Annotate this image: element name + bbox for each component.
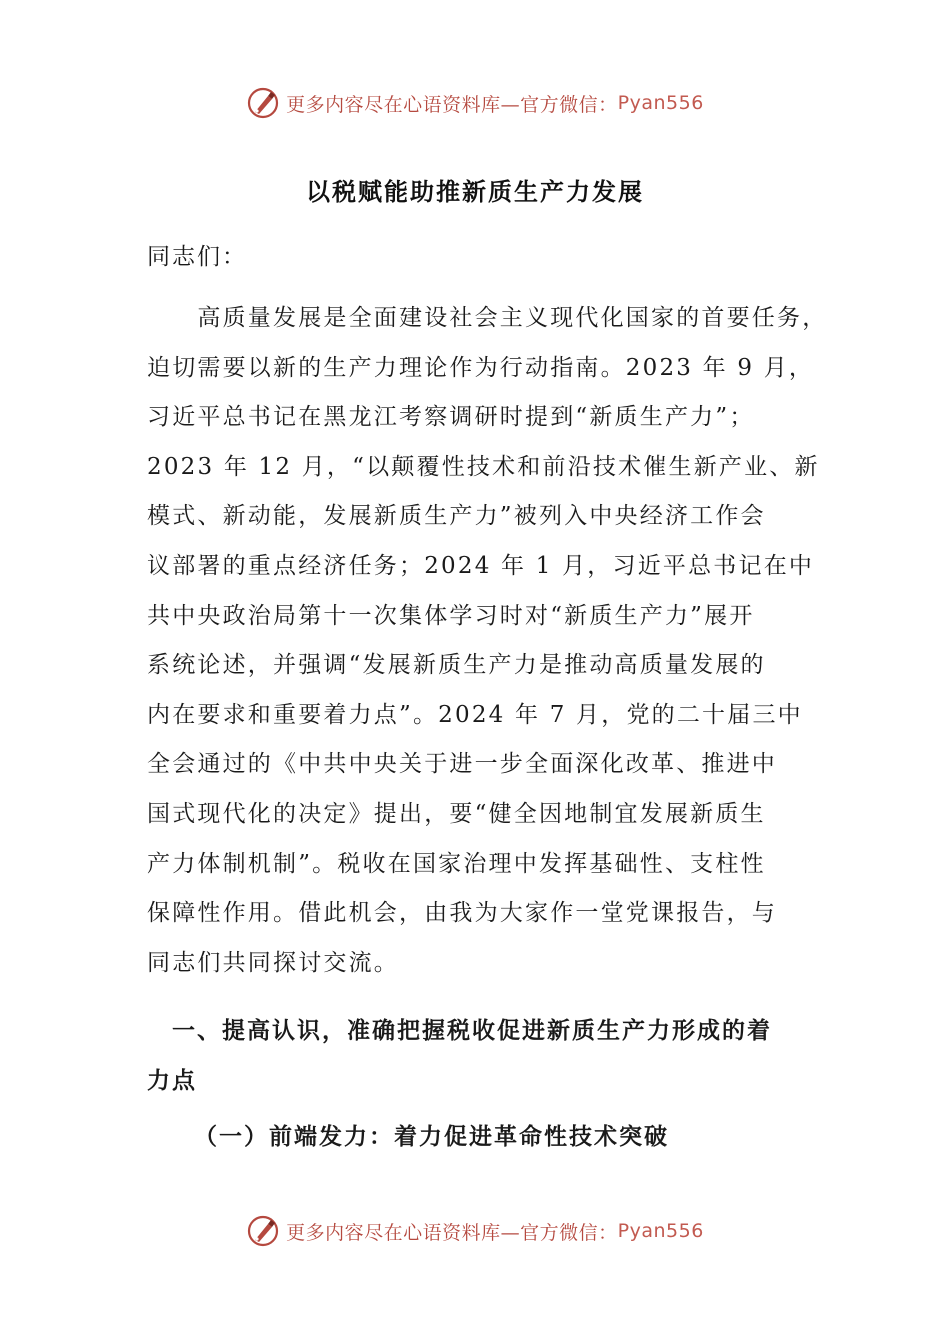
paragraph-line: 同志们共同探讨交流。 [147,949,399,976]
paragraph-line: 系统论述，并强调“发展新质生产力是推动高质量发展的 [147,652,766,679]
paragraph-line: 内在要求和重要着力点”。2024 年 7 月，党的二十届三中 [147,701,803,728]
body-paragraph [147,294,828,988]
paragraph-line: 2023 年 12 月，“以颠覆性技术和前沿技术催生新产业、新 [147,453,820,480]
salutation: 同志们： [147,244,247,270]
pen-nib-circle-icon [246,1214,280,1248]
paragraph-line: 产力体制机制”。税收在国家治理中发挥基础性、支柱性 [147,850,766,877]
section-heading-1 [147,1006,812,1106]
watermark-footer [0,1211,950,1251]
watermark-text: 更多内容尽在心语资料库—官方微信： [286,1221,618,1244]
paragraph-line: 习近平总书记在黑龙江考察调研时提到“新质生产力”； [147,404,755,431]
paragraph-line: 模式、新动能，发展新质生产力”被列入中央经济工作会 [147,503,766,530]
watermark-text: 更多内容尽在心语资料库—官方微信： [286,93,618,116]
heading-line: 力点 [147,1068,197,1094]
section-heading-2: （一）前端发力：着力促进革命性技术突破 [194,1124,669,1150]
paragraph-line: 迫切需要以新的生产力理论作为行动指南。2023 年 9 月， [147,354,815,381]
paragraph-line: 全会通过的《中共中央关于进一步全面深化改革、推进中 [147,751,777,778]
paragraph-line: 议部署的重点经济任务；2024 年 1 月，习近平总书记在中 [147,552,815,579]
watermark-wechat-id: Pyan556 [617,92,704,114]
paragraph-line: 保障性作用。借此机会，由我为大家作一堂党课报告，与 [147,900,777,927]
paragraph-line: 共中央政治局第十一次集体学习时对“新质生产力”展开 [147,602,755,629]
paragraph-line: 高质量发展是全面建设社会主义现代化国家的首要任务， [147,305,828,331]
watermark-header [0,83,950,123]
document-title: 以税赋能助推新质生产力发展 [306,178,644,206]
heading-line: 一、提高认识，准确把握税收促进新质生产力形成的着 [147,1018,772,1044]
paragraph-line: 国式现代化的决定》提出，要“健全因地制宜发展新质生 [147,800,766,827]
pen-nib-circle-icon [246,86,280,120]
watermark-wechat-id: Pyan556 [617,1220,704,1242]
